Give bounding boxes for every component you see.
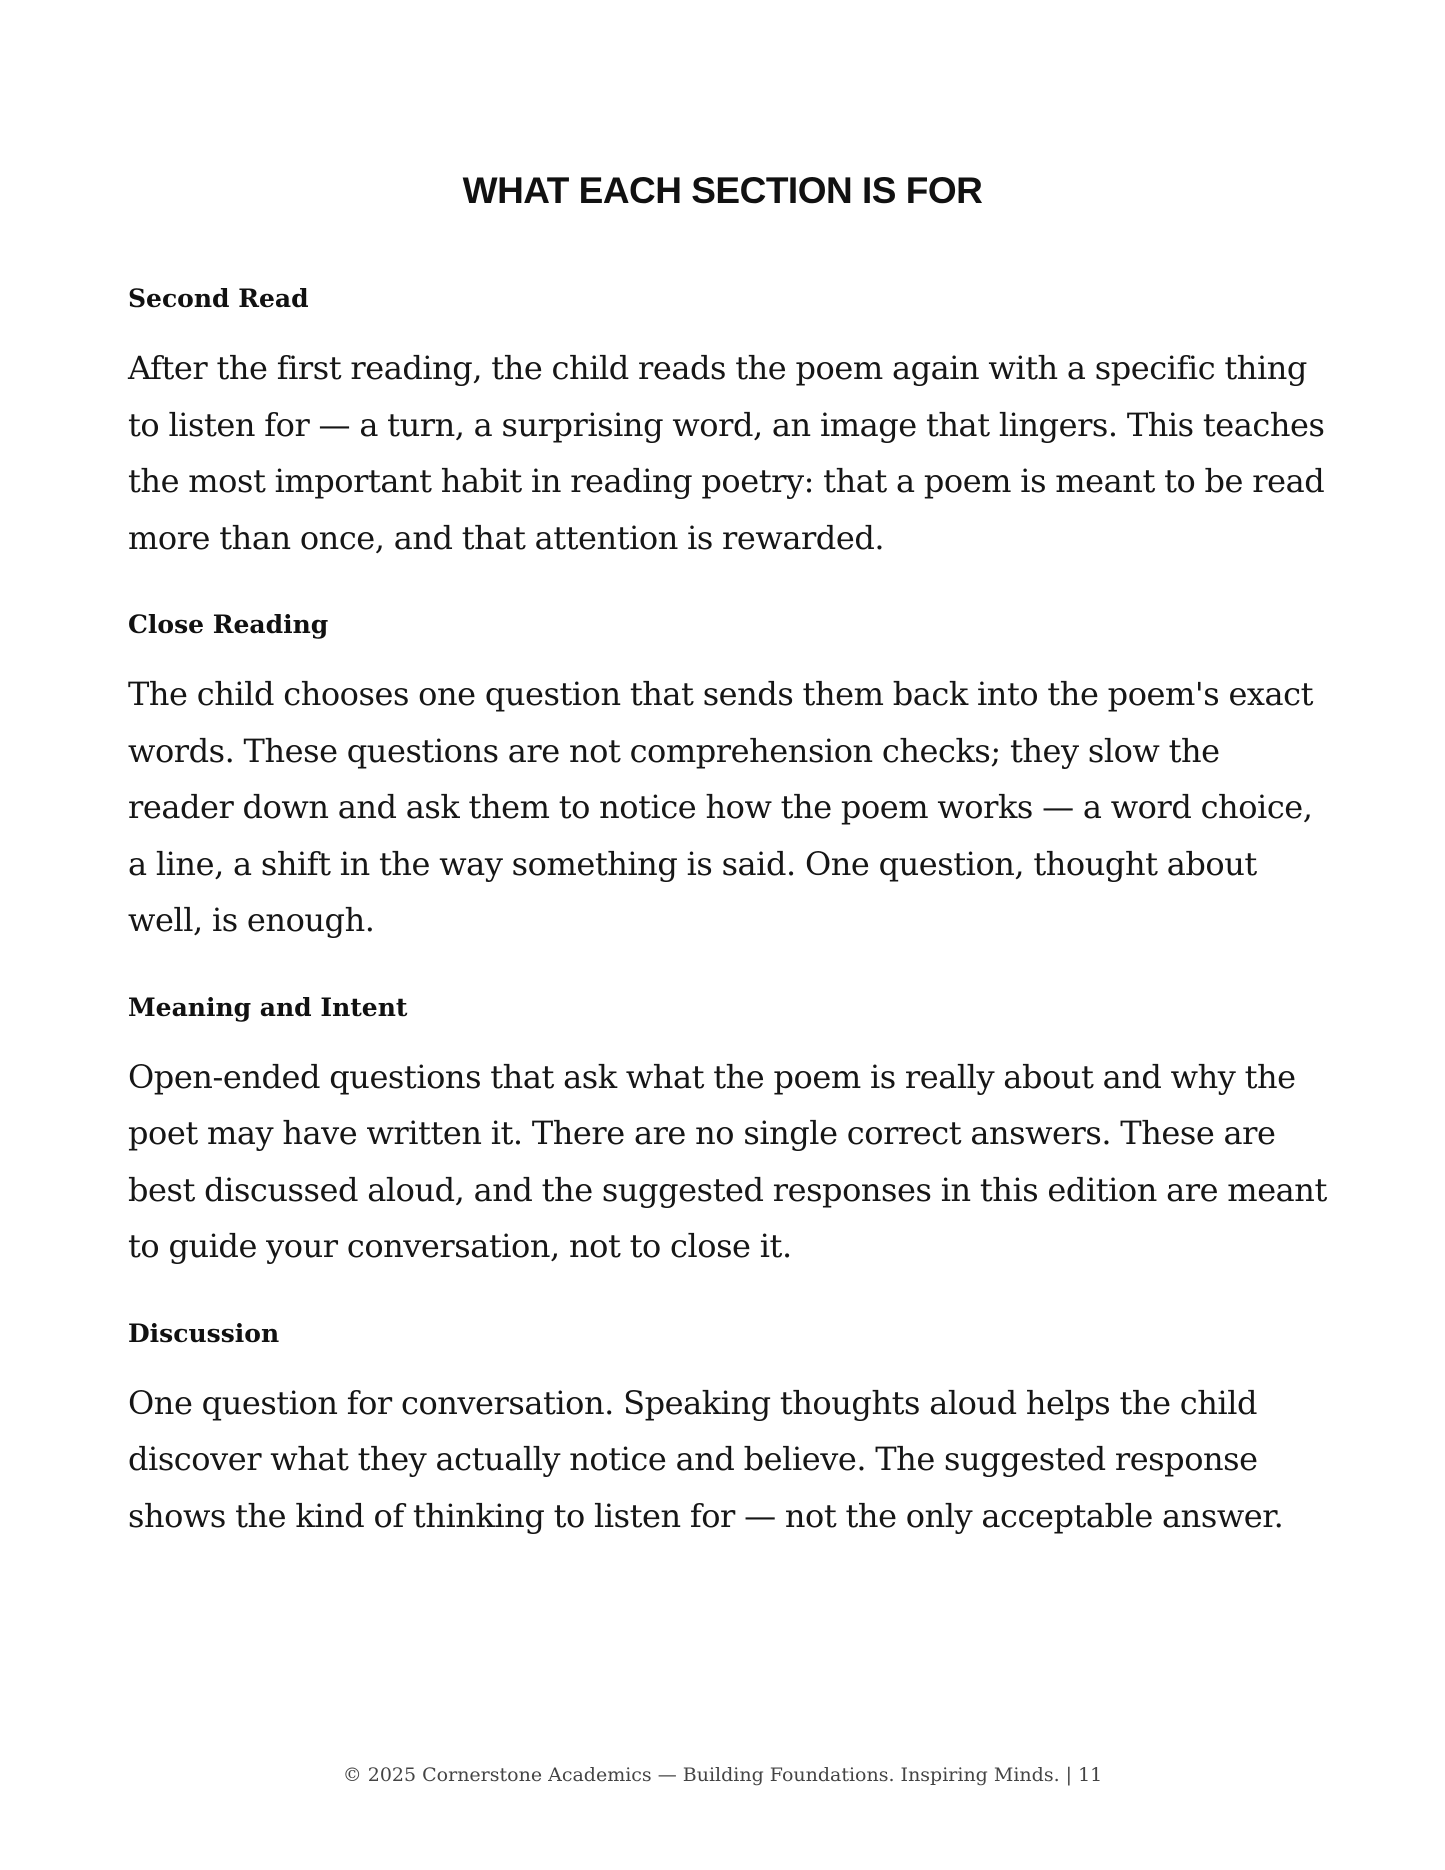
section-body: The child chooses one question that sends them back into the poem's exact words. These questions are not comprehension checks; they slow the reader down and ask them to notice how the poem works — a word choice, a line, a shift in the way something is said. One question, thought about well, is enough.: [128, 675, 1314, 939]
section-body: Open-ended questions that ask what the poem is really about and why the poet may have written it. There are no single correct answers. These are best discussed aloud, and the suggested responses in this edition are meant to guide your conversation, not to close it.: [128, 1057, 1327, 1265]
section-discussion: [128, 1315, 1328, 1545]
page-title: WHAT EACH SECTION IS FOR: [462, 170, 983, 211]
section-heading: Second Read: [128, 284, 309, 313]
sections-container: [128, 280, 1328, 1584]
section-heading: Meaning and Intent: [128, 992, 408, 1022]
page-footer: © 2025 Cornerstone Academics — Building Foundations. Inspiring Minds. | 11: [342, 1764, 1103, 1786]
section-body: One question for conversation. Speaking thoughts aloud helps the child discover what they actually notice and believe. The suggested response shows the kind of thinking to listen for — not the only acceptable answer.: [128, 1383, 1284, 1535]
section-second-read: [128, 280, 1328, 566]
section-heading: Discussion: [128, 1318, 280, 1348]
section-close-reading: [128, 606, 1328, 949]
section-meaning-and-intent: [128, 989, 1328, 1275]
section-heading: Close Reading: [128, 610, 329, 639]
section-body: After the first reading, the child reads the poem again with a specific thing to listen for — a turn, a surprising word, an image that lingers. This teaches the most important habit in reading poetry: that a poem is meant to be read more than once, and that attention is rewarded.: [128, 349, 1325, 557]
